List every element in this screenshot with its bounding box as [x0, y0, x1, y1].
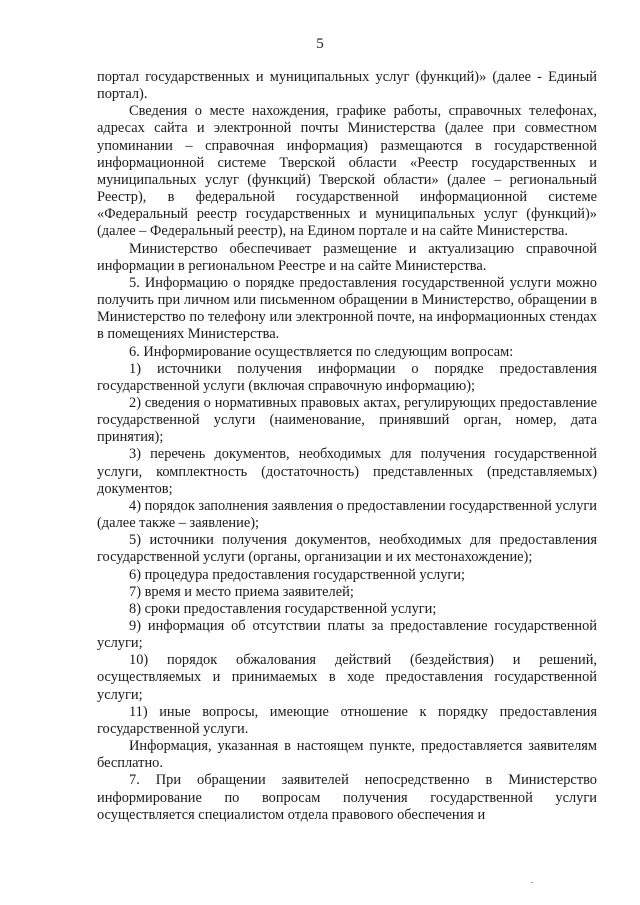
paragraph-clause-7: 7. При обращении заявителей непосредственно в Министерство информирование по вопросам получения государственной услуги осуществляется специалистом отдела правового обеспечения и: [97, 772, 597, 823]
paragraph-free-of-charge: Информация, указанная в настоящем пункте, предоставляется заявителям бесплатно.: [97, 738, 597, 772]
paragraph-clause-5: 5. Информацию о порядке предоставления государственной услуги можно получить при личном или письменном обращении в Министерство, обращении в Министерство по телефону или электронной почте, на информационных стендах в помещениях Министерства.: [97, 274, 597, 343]
list-item-2: 2) сведения о нормативных правовых актах, регулирующих предоставление государственной услуги (наименование, принявший орган, номер, дата принятия);: [97, 394, 597, 446]
list-item-4: 4) порядок заполнения заявления о предоставлении государственной услуги (далее также – заявление);: [97, 497, 597, 532]
paragraph-portal-continuation: портал государственных и муниципальных услуг (функций)» (далее - Единый портал).: [97, 69, 597, 103]
paragraph-clause-6: 6. Информирование осуществляется по следующим вопросам:: [129, 343, 514, 360]
paragraph-ministry-updates: Министерство обеспечивает размещение и актуализацию справочной информации в региональном Реестре и на сайте Министерства.: [97, 240, 597, 274]
list-item-7: 7) время и место приема заявителей;: [129, 583, 354, 600]
paragraph-reference-info: Сведения о месте нахождения, графике работы, справочных телефонах, адресах сайта и электронной почты Министерства (далее при совместном упоминании – справочная информация) размещаются в государственной информационной системе Тверской области «Реестр государственных и муниципальных услуг (функций) Тверской области» (далее – региональный Реестр), в федеральной государственной информационной системе «Федеральный реестр государственных и муниципальных услуг (функций)» (далее – Федеральный реестр), на Едином портале и на сайте Министерства.: [97, 103, 597, 240]
list-item-11: 11) иные вопросы, имеющие отношение к порядку предоставления государственной услуги.: [97, 703, 597, 737]
list-item-8: 8) сроки предоставления государственной услуги;: [129, 600, 437, 617]
list-item-9: 9) информация об отсутствии платы за предоставление государственной услуги;: [97, 618, 597, 652]
list-item-1: 1) источники получения информации о порядке предоставления государственной услуги (включая справочную информацию);: [97, 360, 597, 394]
list-item-5: 5) источники получения документов, необходимых для предоставления государственной услуги (органы, организации и их местонахождение);: [97, 532, 597, 566]
list-item-6: 6) процедура предоставления государственной услуги;: [129, 566, 465, 583]
document-body: [97, 69, 597, 824]
page-number: 5: [316, 36, 324, 52]
scan-speck: [531, 882, 533, 883]
list-item-3: 3) перечень документов, необходимых для получения государственной услуги, комплектность (достаточность) представленных (представляемых) документов;: [97, 446, 597, 497]
list-item-10: 10) порядок обжалования действий (бездействия) и решений, осуществляемых и принимаемых в ходе предоставления государственной услуги;: [97, 652, 597, 703]
